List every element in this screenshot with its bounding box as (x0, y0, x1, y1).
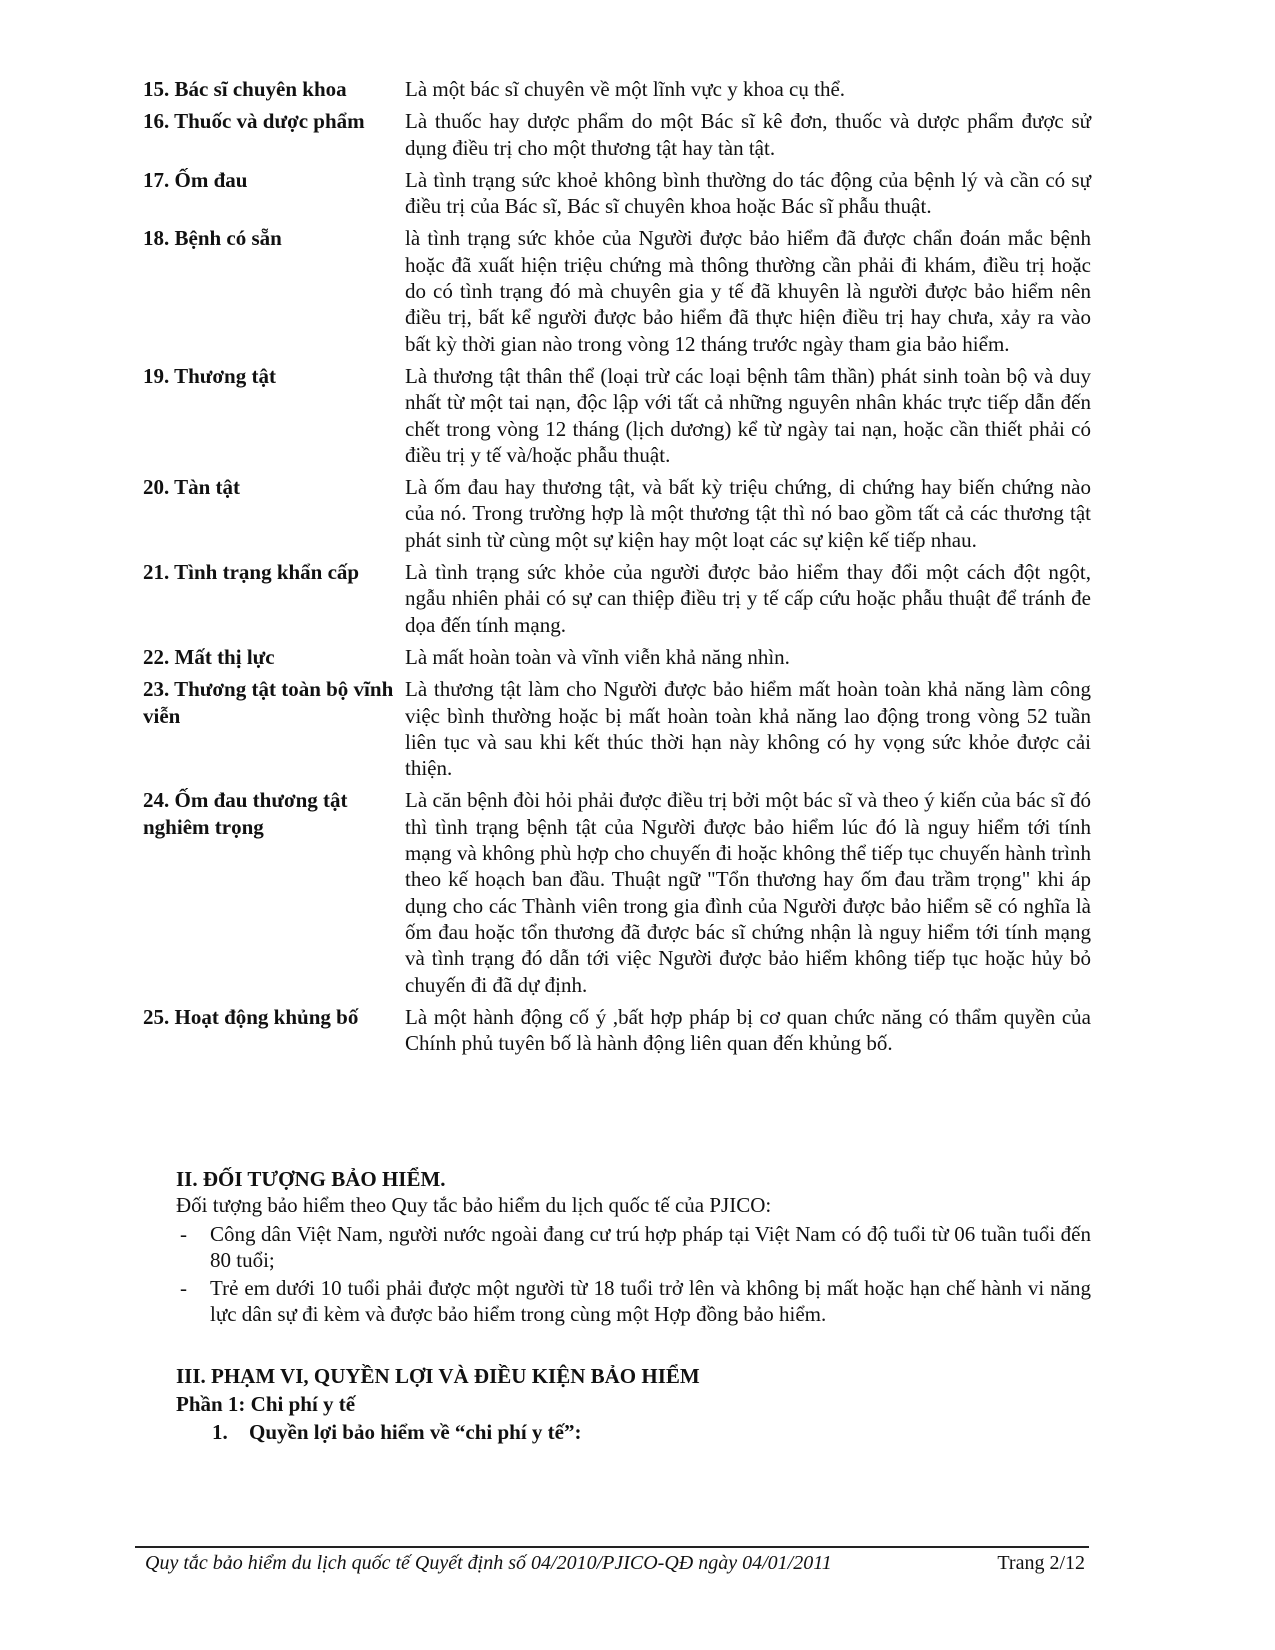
bullet-text: Công dân Việt Nam, người nước ngoài đang cư trú hợp pháp tại Việt Nam có độ tuổi từ 06 tuần tuổi đến 80 tuổi; (210, 1221, 1091, 1272)
definition-row (143, 559, 1091, 638)
page-footer (145, 1550, 1085, 1576)
definitions-list (143, 76, 1091, 1062)
bullet-dash: - (180, 1221, 187, 1246)
definition-row (143, 76, 1091, 102)
definition-row (143, 225, 1091, 356)
definition-text: là tình trạng sức khỏe của Người được bảo hiểm đã được chẩn đoán mắc bệnh hoặc đã xuất hiện triệu chứng mà thông thường cần phải đi khám, điều trị hoặc do có tình trạng đó mà chuyên gia y tế đã khuyên là người được bảo hiểm nên điều trị, bất kể người được bảo hiểm đã thực hiện điều trị hay chưa, xảy ra vào bất kỳ thời gian nào trong vòng 12 tháng trước ngày tham gia bảo hiểm. (405, 226, 1091, 356)
definition-term: 24. Ốm đau thương tật nghiêm trọng (143, 788, 348, 839)
part-heading: Phần 1: Chi phí y tế (176, 1392, 356, 1416)
bullet-text: Trẻ em dưới 10 tuổi phải được một người từ 18 tuổi trở lên và không bị mất hoặc hạn chế hành vi năng lực dân sự đi kèm và được bảo hiểm trong cùng một Hợp đồng bảo hiểm. (210, 1276, 1091, 1327)
definition-term: 21. Tình trạng khẩn cấp (143, 560, 360, 585)
footer-title: Quy tắc bảo hiểm du lịch quốc tế Quyết định số 04/2010/PJICO-QĐ ngày 04/01/2011 (145, 1552, 832, 1574)
definition-term: 22. Mất thị lực (143, 644, 275, 669)
definition-row (143, 1004, 1091, 1057)
footer-divider (135, 1546, 1089, 1548)
definition-term: 15. Bác sĩ chuyên khoa (143, 77, 347, 101)
bullet-dash: - (180, 1276, 187, 1301)
definition-text: Là căn bệnh đòi hỏi phải được điều trị bởi một bác sĩ và theo ý kiến của bác sĩ đó thì tình trạng bệnh tật của Người được bảo hiểm lúc đó là nguy hiểm tới tính mạng và không phù hợp cho chuyến đi hoặc không thể tiếp tục chuyến hành trình theo kế hoạch ban đầu. Thuật ngữ "Tổn thương hay ốm đau trầm trọng" khi áp dụng cho các Thành viên trong gia đình của Người được bảo hiểm sẽ có nghĩa là ốm đau hoặc tổn thương đã được bác sĩ chứng nhận là nguy hiểm tới tính mạng và tình trạng đó dẫn tới việc Người được bảo hiểm không tiếp tục hoặc hủy bỏ chuyến đi đã dự định. (405, 788, 1091, 997)
definition-text: Là ốm đau hay thương tật, và bất kỳ triệu chứng, di chứng hay biến chứng nào của nó. Trong trường hợp là một thương tật thì nó bao gồm tất cả các thương tật phát sinh từ cùng một sự kiện hay một loạt các sự kiện kế tiếp nhau. (405, 475, 1091, 552)
definition-term: 20. Tàn tật (143, 475, 241, 500)
definition-row (143, 108, 1091, 161)
definition-text: Là thương tật thân thể (loại trừ các loại bệnh tâm thần) phát sinh toàn bộ và duy nhất từ một tai nạn, độc lập với tất cả những nguyên nhân khác trực tiếp dẫn đến chết trong vòng 12 tháng (lịch dương) kể từ ngày tai nạn, hoặc cần thiết phải có điều trị y tế và/hoặc phẫu thuật. (405, 363, 1091, 467)
section-insured-subjects (176, 1166, 1091, 1328)
item-text: Quyền lợi bảo hiểm về “chi phí y tế”: (249, 1420, 582, 1444)
definition-term: 23. Thương tật toàn bộ vĩnh viễn (143, 677, 394, 728)
definition-text: Là tình trạng sức khỏe của người được bảo hiểm thay đổi một cách đột ngột, ngẫu nhiên phải có sự can thiệp điều trị y tế cấp cứu hoặc phẫu thuật để tránh đe dọa đến tính mạng. (405, 560, 1091, 637)
numbered-item (176, 1418, 1091, 1446)
page-number: Trang 2/12 (997, 1552, 1085, 1574)
definition-text: Là thương tật làm cho Người được bảo hiểm mất hoàn toàn khả năng làm công việc bình thường hoặc bị mất hoàn toàn khả năng lao động trong vòng 52 tuần liên tục và sau khi kết thúc thời hạn này không có hy vọng sức khỏe được cải thiện. (405, 677, 1091, 781)
definition-row (143, 787, 1091, 997)
definition-text: Là một hành động cố ý ,bất hợp pháp bị cơ quan chức năng có thẩm quyền của Chính phủ tuyên bố là hành động liên quan đến khủng bố. (405, 1004, 1091, 1056)
definition-term: 16. Thuốc và dược phẩm (143, 109, 365, 134)
section-heading: III. PHẠM VI, QUYỀN LỢI VÀ ĐIỀU KIỆN BẢO HIỂM (176, 1364, 700, 1388)
section-heading: II. ĐỐI TƯỢNG BẢO HIỂM. (176, 1167, 446, 1191)
definition-term: 19. Thương tật (143, 363, 276, 388)
definition-term: 17. Ốm đau (143, 167, 248, 192)
definition-text: Là mất hoàn toàn và vĩnh viễn khả năng nhìn. (405, 644, 790, 669)
definition-row (143, 644, 1091, 670)
item-number: 1. (212, 1420, 228, 1444)
definition-row (143, 363, 1091, 468)
bullet-item (176, 1275, 1091, 1328)
bullet-item (176, 1221, 1091, 1274)
definition-term: 25. Hoạt động khủng bố (143, 1004, 359, 1029)
definition-text: Là thuốc hay dược phẩm do một Bác sĩ kê đơn, thuốc và dược phẩm được sử dụng điều trị cho một thương tật hay tàn tật. (405, 109, 1091, 160)
section-scope-benefits (176, 1362, 1091, 1446)
definition-text: Là một bác sĩ chuyên về một lĩnh vực y khoa cụ thể. (405, 77, 846, 101)
definition-row (143, 474, 1091, 553)
definition-row (143, 676, 1091, 781)
definition-text: Là tình trạng sức khoẻ không bình thường do tác động của bệnh lý và cần có sự điều trị của Bác sĩ, Bác sĩ chuyên khoa hoặc Bác sĩ phẫu thuật. (405, 167, 1091, 219)
definition-row (143, 167, 1091, 220)
definition-term: 18. Bệnh có sẵn (143, 226, 282, 251)
section-intro: Đối tượng bảo hiểm theo Quy tắc bảo hiểm du lịch quốc tế của PJICO: (176, 1193, 772, 1218)
